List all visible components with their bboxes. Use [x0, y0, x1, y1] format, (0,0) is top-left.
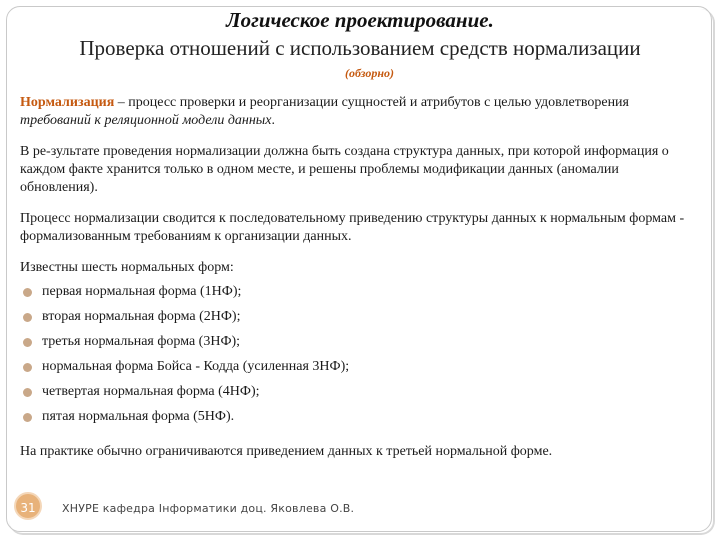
bullet-icon: [23, 288, 32, 297]
slide-content: [20, 94, 700, 474]
paragraph-result: В ре-зультате проведения нормализации должна быть создана структура данных, при которой информация о каждом факте хранится только в одном месте, и решены проблемы модификации данных (аномалии обновления).: [20, 144, 669, 195]
definition-text: – процесс проверки и реорганизации сущностей и атрибутов с целью удовлетворения: [114, 95, 629, 110]
paragraph-forms-intro: Известны шесть нормальных форм:: [20, 260, 234, 275]
slide-subtitle: Проверка отношений с использованием средств нормализации: [79, 36, 641, 60]
bullet-icon: [23, 413, 32, 422]
paragraph-process: Процесс нормализации сводится к последовательному приведению структуры данных к нормальным формам - формализованным требованиям к организации данных.: [20, 211, 685, 244]
bullet-icon: [23, 338, 32, 347]
slide-note: [0, 66, 708, 81]
definition-end: .: [271, 113, 275, 128]
list-item-text: нормальная форма Бойса - Кодда (усиленная 3НФ);: [42, 359, 350, 374]
term-normalization: Нормализация: [20, 95, 115, 110]
bullet-icon: [23, 363, 32, 372]
list-item-text: третья нормальная форма (3НФ);: [42, 334, 241, 349]
paragraph-definition: [20, 94, 700, 130]
note-text: (обзорно): [344, 66, 394, 80]
footer-text: ХНУРЕ кафедра Інформатики доц. Яковлева О.В.: [62, 502, 355, 515]
list-item: [20, 283, 700, 308]
list-item-text: первая нормальная форма (1НФ);: [42, 284, 242, 299]
definition-emphasis: требований к реляционной модели данных: [20, 113, 272, 128]
normal-forms-list: [20, 283, 700, 433]
slide-title: Логическое проектирование.: [226, 8, 494, 32]
list-item-text: пятая нормальная форма (5НФ).: [42, 409, 235, 424]
bullet-icon: [23, 313, 32, 322]
list-item: [20, 383, 700, 408]
bullet-icon: [23, 388, 32, 397]
list-item: [20, 308, 700, 333]
paragraph-practice: На практике обычно ограничиваются приведением данных к третьей нормальной форме.: [20, 444, 553, 459]
list-item: [20, 333, 700, 358]
list-item-text: четвертая нормальная форма (4НФ);: [42, 384, 260, 399]
list-item: [20, 358, 700, 383]
list-item-text: вторая нормальная форма (2НФ);: [42, 309, 241, 324]
list-item: [20, 408, 700, 433]
page-number-badge: 31: [14, 492, 42, 520]
